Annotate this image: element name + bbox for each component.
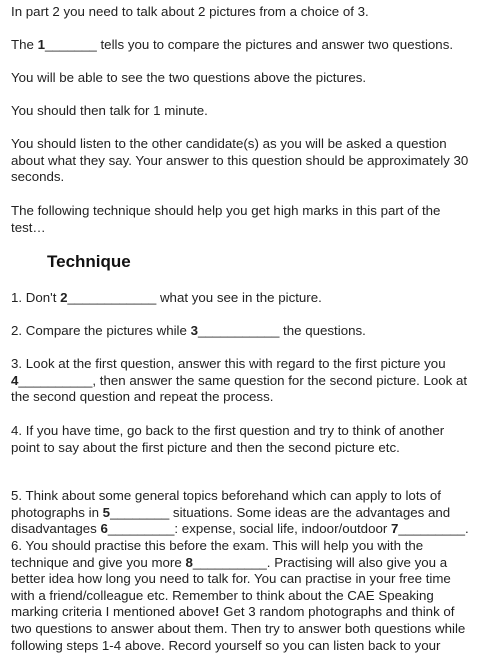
- text-line: You should listen to the other candidate(s) as you will be asked a question: [11, 136, 447, 151]
- blank-number: 3: [190, 323, 198, 338]
- text-segment: marking criteria I mentioned above: [11, 604, 215, 620]
- text-line: [11, 373, 467, 390]
- text-line: two questions to answer about them. Then try to answer both questions while: [11, 621, 466, 636]
- text-segment: 2. Compare the pictures while: [11, 323, 191, 338]
- text-segment: 1. Don't: [11, 290, 61, 305]
- text-line: You will be able to see the two questions above the pictures.: [11, 70, 367, 85]
- blank-number: 4: [11, 372, 19, 388]
- text-line: [11, 323, 366, 340]
- text-line: [11, 505, 450, 522]
- text-line: seconds.: [11, 169, 65, 185]
- text-line: In part 2 you need to talk about 2 pictures from a choice of 3.: [11, 4, 369, 19]
- text-segment: ___________ the questions.: [198, 323, 366, 338]
- text-segment: photographs in: [11, 504, 103, 520]
- blank-number: 6: [100, 521, 108, 537]
- text-segment: The: [11, 37, 38, 52]
- text-line: [11, 604, 455, 621]
- text-line: [11, 37, 453, 54]
- text-line: about what they say. Your answer to this question should be approximately 30: [11, 152, 469, 168]
- section-heading: Technique: [47, 252, 131, 271]
- text-segment: technique and give you more: [11, 554, 186, 570]
- text-line: [11, 290, 322, 307]
- text-segment: _______ tells you to compare the pictures and answer two questions.: [45, 37, 454, 52]
- text-line: the second question and repeat the process.: [11, 389, 274, 405]
- text-line: better idea how long you need to talk for. You can practise in your free time: [11, 571, 451, 587]
- text-segment: ____________ what you see in the picture.: [67, 290, 322, 305]
- text-line: test…: [11, 219, 46, 235]
- text-line: with a friend/colleague etc. Remember to think about the CAE Speaking: [11, 587, 434, 603]
- text-segment: disadvantages: [11, 521, 101, 537]
- text-line: [11, 521, 469, 538]
- text-segment: __________, then answer the same question for the second picture. Look at: [18, 372, 468, 388]
- text-segment: _________.: [398, 521, 469, 537]
- blank-number: 5: [102, 504, 111, 520]
- text-segment: _________: expense, social life, indoor/outdoor: [107, 521, 391, 537]
- text-line: point to say about the first picture and then the second picture etc.: [11, 439, 400, 455]
- text-segment: ________ situations. Some ideas are the advantages and: [110, 504, 451, 520]
- text-line: The following technique should help you get high marks in this part of the: [11, 203, 441, 218]
- blank-number: 8: [185, 554, 193, 570]
- text-line: 6. You should practise this before the exam. This will help you with the: [11, 538, 424, 553]
- text-line: following steps 1-4 above. Record yourself so you can listen back to your: [11, 637, 441, 653]
- blank-number: 7: [391, 521, 399, 537]
- text-line: [11, 555, 447, 572]
- blank-number: 1: [37, 37, 46, 52]
- blank-number: !: [215, 604, 220, 620]
- text-segment: __________. Practising will also give you a: [192, 554, 448, 570]
- text-line: 3. Look at the first question, answer this with regard to the first picture you: [11, 356, 446, 371]
- text-line: You should then talk for 1 minute.: [11, 103, 208, 118]
- text-segment: Get 3 random photographs and think of: [219, 604, 455, 620]
- text-line: 5. Think about some general topics beforehand which can apply to lots of: [11, 488, 441, 503]
- blank-number: 2: [60, 290, 68, 305]
- text-line: 4. If you have time, go back to the first question and try to think of another: [11, 423, 445, 438]
